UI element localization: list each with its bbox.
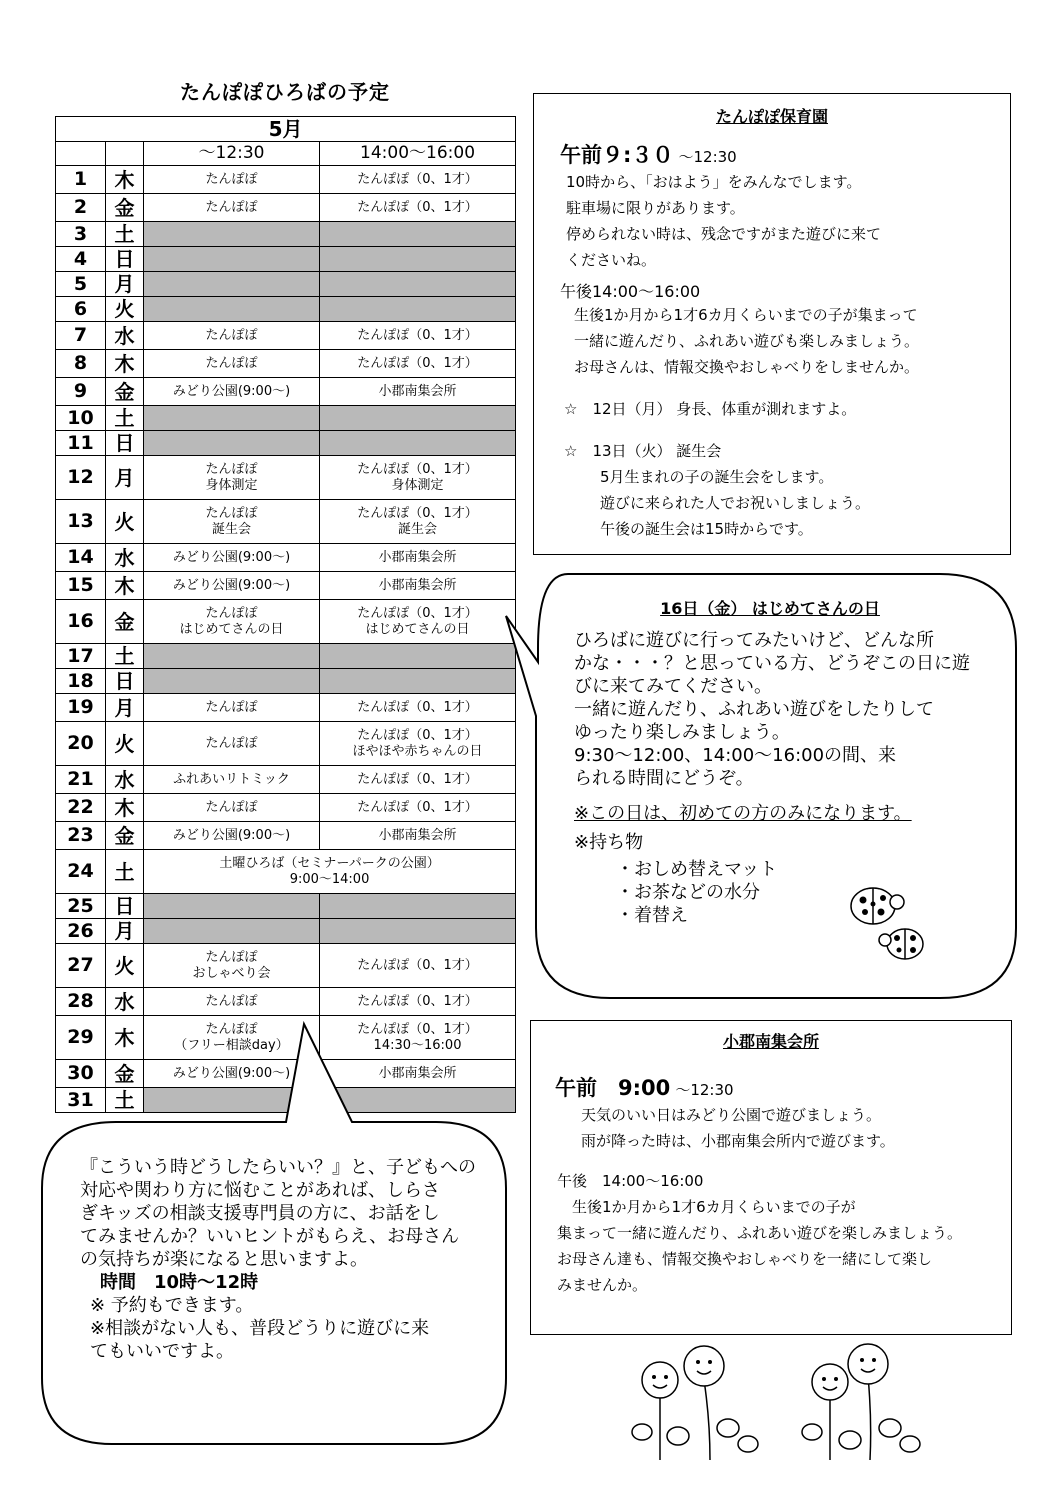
weekday: 日	[106, 669, 144, 694]
tanpopo-am-line: 駐車場に限りがあります。	[566, 199, 745, 217]
schedule-row	[56, 378, 516, 406]
consult-line: ぎキッズの相談支援専門員の方に、お話をし	[80, 1203, 440, 1224]
tanpopo-birthday-line: 遊びに来られた人でお祝いしましょう。	[600, 494, 871, 512]
day-number: 19	[56, 694, 106, 722]
schedule-row	[56, 944, 516, 988]
day-number: 13	[56, 500, 106, 544]
weekday: 土	[106, 644, 144, 669]
event-merged: 土曜ひろば（セミナーパークの公園） 9:00～14:00	[144, 850, 516, 894]
weekday: 金	[106, 600, 144, 644]
day-number: 3	[56, 222, 106, 247]
hajimete-item: ・お茶などの水分	[616, 882, 760, 903]
schedule-row	[56, 272, 516, 297]
afternoon-event: たんぽぽ（0、1才） 誕生会	[320, 500, 516, 544]
ogori-pm-line: お母さん達も、情報交換やおしゃべりを一緒にして楽し	[557, 1250, 933, 1268]
weekday: 木	[106, 350, 144, 378]
hajimete-line: びに来てみてください。	[574, 676, 772, 697]
ogori-box-title: 小郡南集会所	[722, 1032, 819, 1051]
ogori-am-line: 雨が降った時は、小郡南集会所内で遊びます。	[581, 1132, 895, 1150]
column-header	[56, 142, 106, 166]
afternoon-event: たんぽぽ（0、1才） はじめてさんの日	[320, 600, 516, 644]
tanpopo-pm-time: 午後14:00～16:00	[560, 282, 701, 301]
ladybug-illustration	[845, 878, 935, 968]
consult-note: ※相談がない人も、普段どうりに遊びに来	[90, 1318, 430, 1339]
weekday: 日	[106, 247, 144, 272]
afternoon-event: たんぽぽ（0、1才）	[320, 694, 516, 722]
afternoon-event: たんぽぽ（0、1才）	[320, 988, 516, 1016]
weekday: 金	[106, 378, 144, 406]
closed-cell	[144, 406, 320, 431]
closed-cell	[144, 272, 320, 297]
schedule-row	[56, 544, 516, 572]
afternoon-event: たんぽぽ（0、1才） 身体測定	[320, 456, 516, 500]
morning-event: ふれあいリトミック	[144, 766, 320, 794]
morning-event: たんぽぽ はじめてさんの日	[144, 600, 320, 644]
schedule-row	[56, 222, 516, 247]
afternoon-event: 小郡南集会所	[320, 1060, 516, 1088]
afternoon-event: たんぽぽ（0、1才）	[320, 944, 516, 988]
ogori-pm-line: みませんか。	[557, 1276, 648, 1294]
hajimete-lines	[574, 629, 1000, 790]
day-number: 10	[56, 406, 106, 431]
day-number: 8	[56, 350, 106, 378]
morning-event: みどり公園(9:00～)	[144, 822, 320, 850]
weekday: 金	[106, 194, 144, 222]
schedule-row	[56, 669, 516, 694]
consult-note: ※ 予約もできます。	[90, 1295, 254, 1316]
month-header: 5月	[56, 117, 516, 142]
ogori-pm-lines	[557, 1194, 1011, 1298]
weekday: 水	[106, 766, 144, 794]
schedule-row	[56, 406, 516, 431]
schedule-row	[56, 500, 516, 544]
day-number: 29	[56, 1016, 106, 1060]
schedule-row	[56, 166, 516, 194]
consult-line: の気持ちが楽になると思いますよ。	[80, 1249, 368, 1270]
ogori-pm-time: 午後 14:00～16:00	[557, 1172, 704, 1190]
column-header: 14:00～16:00	[320, 142, 516, 166]
ogori-info-box	[530, 1020, 1012, 1335]
schedule-table	[55, 116, 516, 1113]
ogori-am-line: 天気のいい日はみどり公園で遊びましょう。	[581, 1106, 882, 1124]
afternoon-event: たんぽぽ（0、1才）	[320, 322, 516, 350]
tanpopo-am-line: くださいね。	[566, 251, 657, 269]
column-header: ～12:30	[144, 142, 320, 166]
day-number: 27	[56, 944, 106, 988]
tanpopo-pm-line: お母さんは、情報交換やおしゃべりをしませんか。	[574, 358, 920, 376]
morning-event: たんぽぽ	[144, 194, 320, 222]
weekday: 木	[106, 794, 144, 822]
morning-event: たんぽぽ	[144, 166, 320, 194]
schedule-row	[56, 894, 516, 919]
tanpopo-pm-line: 一緒に遊んだり、ふれあい遊びも楽しみましょう。	[574, 332, 920, 350]
ogori-pm-line: 生後1か月から1才6カ月くらいまでの子が	[557, 1198, 856, 1216]
closed-cell	[144, 297, 320, 322]
closed-cell	[144, 919, 320, 944]
day-number: 17	[56, 644, 106, 669]
afternoon-event: たんぽぽ（0、1才） 14:30～16:00	[320, 1016, 516, 1060]
ogori-am-lines	[581, 1102, 1011, 1154]
page-title: たんぽぽひろばの予定	[180, 80, 390, 104]
day-number: 24	[56, 850, 106, 894]
schedule-row	[56, 431, 516, 456]
consult-time: 時間 10時～12時	[100, 1272, 259, 1293]
schedule-row	[56, 194, 516, 222]
closed-cell	[144, 644, 320, 669]
weekday: 火	[106, 944, 144, 988]
day-number: 11	[56, 431, 106, 456]
afternoon-event: たんぽぽ（0、1才）	[320, 766, 516, 794]
afternoon-event: 小郡南集会所	[320, 822, 516, 850]
schedule-row	[56, 297, 516, 322]
closed-cell	[320, 222, 516, 247]
weekday: 木	[106, 1016, 144, 1060]
weekday: 土	[106, 850, 144, 894]
weekday: 月	[106, 456, 144, 500]
tanpopo-am-line: 停められない時は、残念ですがまた遊びに来て	[566, 225, 882, 243]
closed-cell	[144, 247, 320, 272]
morning-event: たんぽぽ おしゃべり会	[144, 944, 320, 988]
schedule-row	[56, 247, 516, 272]
tanpopo-birthday-line: 午後の誕生会は15時からです。	[600, 520, 813, 538]
hajimete-line: ゆったり楽しみましょう。	[574, 722, 790, 743]
tanpopo-pm-line: 生後1か月から1才6カ月くらいまでの子が集まって	[574, 306, 918, 324]
day-number: 23	[56, 822, 106, 850]
schedule-row	[56, 822, 516, 850]
hajimete-items-title: ※持ち物	[574, 832, 644, 853]
morning-event: たんぽぽ	[144, 322, 320, 350]
weekday: 火	[106, 722, 144, 766]
weekday: 土	[106, 406, 144, 431]
afternoon-event: たんぽぽ（0、1才）	[320, 166, 516, 194]
day-number: 7	[56, 322, 106, 350]
day-number: 15	[56, 572, 106, 600]
morning-event: みどり公園(9:00～)	[144, 544, 320, 572]
morning-event: たんぽぽ （フリー相談day）	[144, 1016, 320, 1060]
schedule-row	[56, 694, 516, 722]
morning-event: たんぽぽ 誕生会	[144, 500, 320, 544]
day-number: 1	[56, 166, 106, 194]
morning-event: たんぽぽ	[144, 794, 320, 822]
hajimete-line: かな・・・？と思っている方、どうぞこの日に遊	[574, 653, 970, 674]
consult-notes	[90, 1294, 500, 1363]
weekday: 土	[106, 1088, 144, 1113]
schedule-row	[56, 572, 516, 600]
day-number: 30	[56, 1060, 106, 1088]
schedule-row	[56, 644, 516, 669]
day-number: 18	[56, 669, 106, 694]
closed-cell	[144, 669, 320, 694]
day-number: 25	[56, 894, 106, 919]
tanpopo-note-measurement: ☆ 12日（月） 身長、体重が測れますよ。	[564, 400, 857, 418]
afternoon-event: 小郡南集会所	[320, 378, 516, 406]
flower-illustration	[620, 1340, 940, 1470]
schedule-row	[56, 456, 516, 500]
morning-event: みどり公園(9:00～)	[144, 1060, 320, 1088]
ogori-pm-line: 集まって一緒に遊んだり、ふれあい遊びを楽しみましょう。	[557, 1224, 963, 1242]
morning-event: たんぽぽ 身体測定	[144, 456, 320, 500]
schedule-row	[56, 794, 516, 822]
schedule-row	[56, 766, 516, 794]
hajimete-line: ひろばに遊びに行ってみたいけど、どんな所	[574, 630, 934, 651]
afternoon-event: たんぽぽ（0、1才） ほやほや赤ちゃんの日	[320, 722, 516, 766]
day-number: 21	[56, 766, 106, 794]
closed-cell	[320, 894, 516, 919]
afternoon-event: たんぽぽ（0、1才）	[320, 350, 516, 378]
schedule-row	[56, 919, 516, 944]
consult-lines	[80, 1156, 500, 1271]
schedule-row	[56, 722, 516, 766]
afternoon-event: 小郡南集会所	[320, 544, 516, 572]
day-number: 20	[56, 722, 106, 766]
column-header	[106, 142, 144, 166]
ogori-am-end: ～12:30	[675, 1081, 734, 1099]
schedule-row	[56, 322, 516, 350]
schedule-row	[56, 988, 516, 1016]
weekday: 月	[106, 919, 144, 944]
consult-note: てもいいですよ。	[90, 1341, 234, 1362]
day-number: 22	[56, 794, 106, 822]
weekday: 日	[106, 431, 144, 456]
closed-cell	[320, 919, 516, 944]
closed-cell	[320, 297, 516, 322]
hajimete-line: られる時間にどうぞ。	[574, 768, 754, 789]
tanpopo-info-box	[533, 93, 1011, 555]
ogori-am-time: 午前 9:00	[555, 1076, 671, 1100]
schedule-row	[56, 350, 516, 378]
weekday: 金	[106, 822, 144, 850]
weekday: 火	[106, 500, 144, 544]
weekday: 土	[106, 222, 144, 247]
hajimete-item: ・おしめ替えマット	[616, 859, 778, 880]
tanpopo-am-line: 10時から、「おはよう」をみんなでします。	[566, 173, 862, 191]
weekday: 水	[106, 544, 144, 572]
closed-cell	[320, 644, 516, 669]
tanpopo-note-birthday-title: ☆ 13日（火） 誕生会	[564, 442, 722, 460]
day-number: 28	[56, 988, 106, 1016]
day-number: 2	[56, 194, 106, 222]
tanpopo-am-lines	[566, 169, 1010, 273]
day-number: 31	[56, 1088, 106, 1113]
day-number: 16	[56, 600, 106, 644]
closed-cell	[320, 431, 516, 456]
tanpopo-birthday-line: 5月生まれの子の誕生会をします。	[600, 468, 834, 486]
day-number: 6	[56, 297, 106, 322]
closed-cell	[144, 894, 320, 919]
hajimete-items	[616, 858, 1000, 927]
morning-event: たんぽぽ	[144, 350, 320, 378]
day-number: 4	[56, 247, 106, 272]
tanpopo-pm-lines	[574, 302, 1010, 380]
hajimete-item: ・着替え	[616, 905, 688, 926]
closed-cell	[320, 272, 516, 297]
weekday: 木	[106, 572, 144, 600]
hajimete-title: 16日（金） はじめてさんの日	[660, 599, 880, 618]
closed-cell	[144, 431, 320, 456]
afternoon-event: たんぽぽ（0、1才）	[320, 794, 516, 822]
morning-event: みどり公園(9:00～)	[144, 572, 320, 600]
hajimete-line: 一緒に遊んだり、ふれあい遊びをしたりして	[574, 699, 934, 720]
weekday: 月	[106, 272, 144, 297]
morning-event: たんぽぽ	[144, 988, 320, 1016]
weekday: 金	[106, 1060, 144, 1088]
closed-cell	[320, 669, 516, 694]
day-number: 14	[56, 544, 106, 572]
morning-event: たんぽぽ	[144, 722, 320, 766]
day-number: 26	[56, 919, 106, 944]
tanpopo-note-birthday-lines	[600, 464, 1010, 542]
afternoon-event: 小郡南集会所	[320, 572, 516, 600]
schedule-row	[56, 600, 516, 644]
weekday: 日	[106, 894, 144, 919]
day-number: 12	[56, 456, 106, 500]
weekday: 水	[106, 988, 144, 1016]
weekday: 木	[106, 166, 144, 194]
hajimete-notice: ※この日は、初めての方のみになります。	[574, 803, 912, 824]
tanpopo-am-end: ～12:30	[678, 148, 737, 166]
weekday: 水	[106, 322, 144, 350]
consult-line: 対応や関わり方に悩むことがあれば、しらさ	[80, 1180, 440, 1201]
day-number: 5	[56, 272, 106, 297]
schedule-row	[56, 850, 516, 894]
consult-bubble	[80, 1156, 500, 1363]
tanpopo-box-title: たんぽぽ保育園	[715, 107, 828, 126]
morning-event: たんぽぽ	[144, 694, 320, 722]
weekday: 火	[106, 297, 144, 322]
closed-cell	[320, 406, 516, 431]
closed-cell	[144, 222, 320, 247]
consult-line: てみませんか？いいヒントがもらえ、お母さん	[80, 1226, 460, 1247]
afternoon-event: たんぽぽ（0、1才）	[320, 194, 516, 222]
morning-event: みどり公園(9:00～)	[144, 378, 320, 406]
tanpopo-am-time: 午前９:３０	[560, 143, 674, 167]
day-number: 9	[56, 378, 106, 406]
hajimete-line: 9:30～12:00、14:00～16:00の間、来	[574, 745, 897, 766]
weekday: 月	[106, 694, 144, 722]
consult-line: 『こういう時どうしたらいい？』と、子どもへの	[80, 1157, 476, 1178]
closed-cell	[320, 247, 516, 272]
